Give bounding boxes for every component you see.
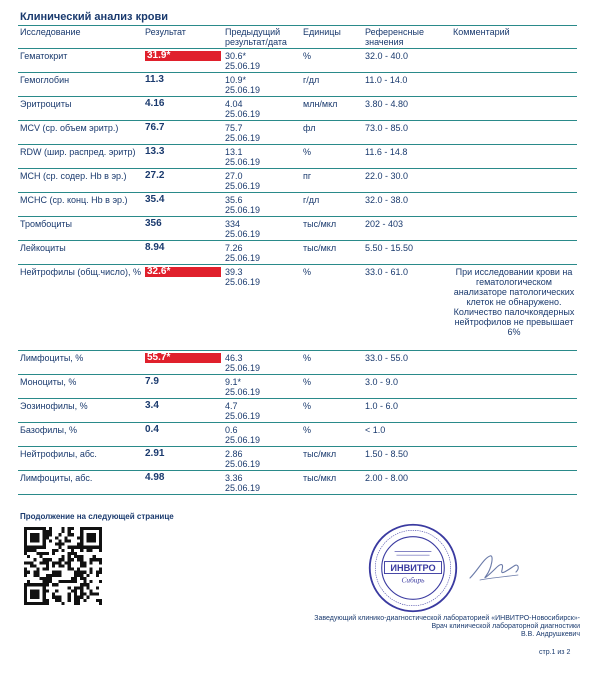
test-name: Эритроциты: [18, 97, 143, 121]
previous-value: 7.26: [225, 243, 243, 253]
previous-date: 25.06.19: [225, 277, 261, 287]
units: %: [301, 49, 363, 73]
previous-date: 25.06.19: [225, 387, 261, 397]
units: тыс/мкл: [301, 471, 363, 495]
result-value: [143, 399, 223, 423]
previous-date: 25.06.19: [225, 253, 261, 263]
comment: [451, 97, 577, 121]
comment: [451, 423, 577, 447]
previous-date: 25.06.19: [225, 459, 261, 469]
previous-result: [223, 471, 301, 495]
previous-result: [223, 73, 301, 97]
result-value: [143, 447, 223, 471]
previous-date: 25.06.19: [225, 435, 261, 445]
reference-range: 3.80 - 4.80: [363, 97, 451, 121]
previous-value: 30.6*: [225, 51, 247, 61]
result-value: [143, 49, 223, 73]
previous-date: 25.06.19: [225, 483, 261, 493]
table-row: [18, 145, 577, 169]
previous-date: 25.06.19: [225, 61, 261, 71]
table-row: [18, 73, 577, 97]
column-header-result: Результат: [143, 26, 223, 49]
column-header-reference: Референсные значения: [363, 26, 451, 49]
previous-value: 334: [225, 219, 241, 229]
signatory-line-3: В.В. Андрушкевич: [520, 631, 580, 638]
comment: При исследовании крови на гематологическом анализаторе патологических клеток не обнаружено. Количество палочкоядерных нейтрофилов не превышает 6%: [451, 265, 577, 351]
comment: [451, 73, 577, 97]
reference-range: 2.00 - 8.00: [363, 471, 451, 495]
previous-date: 25.06.19: [225, 411, 261, 421]
test-name: Гемоглобин: [18, 73, 143, 97]
previous-value: 2.86: [225, 449, 243, 459]
test-name: Лейкоциты: [18, 241, 143, 265]
signatory-block: [260, 615, 580, 639]
result-flagged: 32.6*: [145, 267, 221, 277]
result-text: 2.91: [145, 448, 165, 459]
column-header-previous: Предыдущий результат/дата: [223, 26, 301, 49]
table-row: [18, 471, 577, 495]
previous-result: [223, 217, 301, 241]
reference-range: 33.0 - 61.0: [363, 265, 451, 351]
previous-value: 4.7: [225, 401, 238, 411]
previous-value: 0.6: [225, 425, 238, 435]
previous-date: 25.06.19: [225, 205, 261, 215]
stamp-brand: ИНВИТРО: [390, 562, 436, 573]
reference-range: 1.50 - 8.50: [363, 447, 451, 471]
reference-range: 3.0 - 9.0: [363, 375, 451, 399]
units: г/дл: [301, 73, 363, 97]
result-value: [143, 121, 223, 145]
signatory-line-1: Заведующий клинико-диагностической лабораторией «ИНВИТРО-Новосибирск»-: [314, 615, 580, 622]
previous-value: 10.9*: [225, 75, 247, 85]
comment: [451, 121, 577, 145]
units: %: [301, 265, 363, 351]
page-number: стр.1 из 2: [539, 649, 571, 656]
units: пг: [301, 169, 363, 193]
previous-value: 39.3: [225, 267, 243, 277]
result-text: 35.4: [145, 194, 165, 205]
previous-value: 13.1: [225, 147, 243, 157]
column-header-comment: Комментарий: [451, 26, 577, 49]
units: млн/мкл: [301, 97, 363, 121]
test-name: Нейтрофилы, абс.: [18, 447, 143, 471]
units: тыс/мкл: [301, 447, 363, 471]
previous-value: 46.3: [225, 353, 243, 363]
result-text: 27.2: [145, 170, 165, 181]
test-name: Лимфоциты, %: [18, 351, 143, 375]
previous-value: 4.04: [225, 99, 243, 109]
table-row: [18, 193, 577, 217]
previous-result: [223, 49, 301, 73]
document-title: Клинический анализ крови: [20, 11, 169, 23]
result-text: 11.3: [145, 74, 164, 85]
reference-range: 32.0 - 40.0: [363, 49, 451, 73]
result-text: 7.9: [145, 376, 159, 387]
previous-value: 3.36: [225, 473, 243, 483]
units: %: [301, 351, 363, 375]
column-header-units: Единицы: [301, 26, 363, 49]
previous-result: [223, 169, 301, 193]
units: %: [301, 145, 363, 169]
test-name: Тромбоциты: [18, 217, 143, 241]
comment: [451, 217, 577, 241]
reference-range: 33.0 - 55.0: [363, 351, 451, 375]
comment: [451, 375, 577, 399]
result-text: 3.4: [145, 400, 159, 411]
column-header-test: Исследование: [18, 26, 143, 49]
lab-stamp: [367, 522, 459, 614]
results-body: [18, 49, 577, 495]
table-row: [18, 97, 577, 121]
units: %: [301, 375, 363, 399]
comment: [451, 169, 577, 193]
result-value: [143, 351, 223, 375]
result-value: [143, 375, 223, 399]
signature: [466, 548, 524, 588]
table-row: [18, 375, 577, 399]
previous-date: 25.06.19: [225, 133, 261, 143]
result-value: [143, 169, 223, 193]
reference-range: 73.0 - 85.0: [363, 121, 451, 145]
test-name: Лимфоциты, абс.: [18, 471, 143, 495]
previous-result: [223, 145, 301, 169]
table-row: [18, 169, 577, 193]
table-row: [18, 351, 577, 375]
comment: [451, 471, 577, 495]
previous-result: [223, 399, 301, 423]
previous-result: [223, 121, 301, 145]
result-value: [143, 471, 223, 495]
result-value: [143, 145, 223, 169]
previous-result: [223, 375, 301, 399]
test-name: Базофилы, %: [18, 423, 143, 447]
qr-code: [24, 527, 102, 605]
previous-result: [223, 265, 301, 351]
table-row: [18, 217, 577, 241]
table-row: [18, 265, 577, 351]
units: %: [301, 399, 363, 423]
previous-result: [223, 423, 301, 447]
previous-result: [223, 193, 301, 217]
result-value: [143, 241, 223, 265]
reference-range: 32.0 - 38.0: [363, 193, 451, 217]
previous-date: 25.06.19: [225, 85, 261, 95]
test-name: MCV (ср. объем эритр.): [18, 121, 143, 145]
previous-date: 25.06.19: [225, 109, 261, 119]
signatory-line-2: Врач клинической лабораторной диагностики: [431, 623, 580, 630]
result-value: [143, 265, 223, 351]
units: %: [301, 423, 363, 447]
result-text: 8.94: [145, 242, 165, 253]
result-text: 76.7: [145, 122, 165, 133]
table-row: [18, 49, 577, 73]
result-text: 4.98: [145, 472, 165, 483]
result-flagged: 31.9*: [145, 51, 221, 61]
reference-range: < 1.0: [363, 423, 451, 447]
result-text: 13.3: [145, 146, 165, 157]
units: фл: [301, 121, 363, 145]
units: тыс/мкл: [301, 217, 363, 241]
test-name: Нейтрофилы (общ.число), %: [18, 265, 143, 351]
table-row: [18, 399, 577, 423]
units: г/дл: [301, 193, 363, 217]
reference-range: 5.50 - 15.50: [363, 241, 451, 265]
result-text: 4.16: [145, 98, 165, 109]
previous-result: [223, 97, 301, 121]
previous-value: 9.1*: [225, 377, 242, 387]
result-value: [143, 73, 223, 97]
table-row: [18, 447, 577, 471]
previous-date: 25.06.19: [225, 229, 261, 239]
test-name: MCHC (ср. конц. Hb в эр.): [18, 193, 143, 217]
previous-value: 75.7: [225, 123, 243, 133]
reference-range: 11.6 - 14.8: [363, 145, 451, 169]
units: тыс/мкл: [301, 241, 363, 265]
previous-value: 35.6: [225, 195, 243, 205]
test-name: Гематокрит: [18, 49, 143, 73]
table-row: [18, 423, 577, 447]
previous-date: 25.06.19: [225, 363, 261, 373]
result-text: 356: [145, 218, 162, 229]
previous-value: 27.0: [225, 171, 243, 181]
previous-result: [223, 351, 301, 375]
result-flagged: 55.7*: [145, 353, 221, 363]
reference-range: 1.0 - 6.0: [363, 399, 451, 423]
reference-range: 11.0 - 14.0: [363, 73, 451, 97]
table-row: [18, 241, 577, 265]
comment: [451, 447, 577, 471]
comment: [451, 49, 577, 73]
comment: [451, 351, 577, 375]
previous-date: 25.06.19: [225, 157, 261, 167]
results-table: [18, 25, 577, 495]
result-value: [143, 193, 223, 217]
comment: [451, 193, 577, 217]
comment: [451, 241, 577, 265]
comment: [451, 399, 577, 423]
test-name: Моноциты, %: [18, 375, 143, 399]
result-value: [143, 217, 223, 241]
previous-result: [223, 447, 301, 471]
result-value: [143, 423, 223, 447]
test-name: RDW (шир. распред. эритр): [18, 145, 143, 169]
table-header-row: [18, 26, 577, 49]
comment: [451, 145, 577, 169]
previous-result: [223, 241, 301, 265]
result-value: [143, 97, 223, 121]
previous-date: 25.06.19: [225, 181, 261, 191]
continue-note: Продолжение на следующей странице: [20, 512, 174, 521]
reference-range: 22.0 - 30.0: [363, 169, 451, 193]
table-row: [18, 121, 577, 145]
result-text: 0.4: [145, 424, 159, 435]
test-name: Эозинофилы, %: [18, 399, 143, 423]
test-name: MCH (ср. содер. Hb в эр.): [18, 169, 143, 193]
stamp-region: Сибирь: [401, 575, 425, 585]
reference-range: 202 - 403: [363, 217, 451, 241]
